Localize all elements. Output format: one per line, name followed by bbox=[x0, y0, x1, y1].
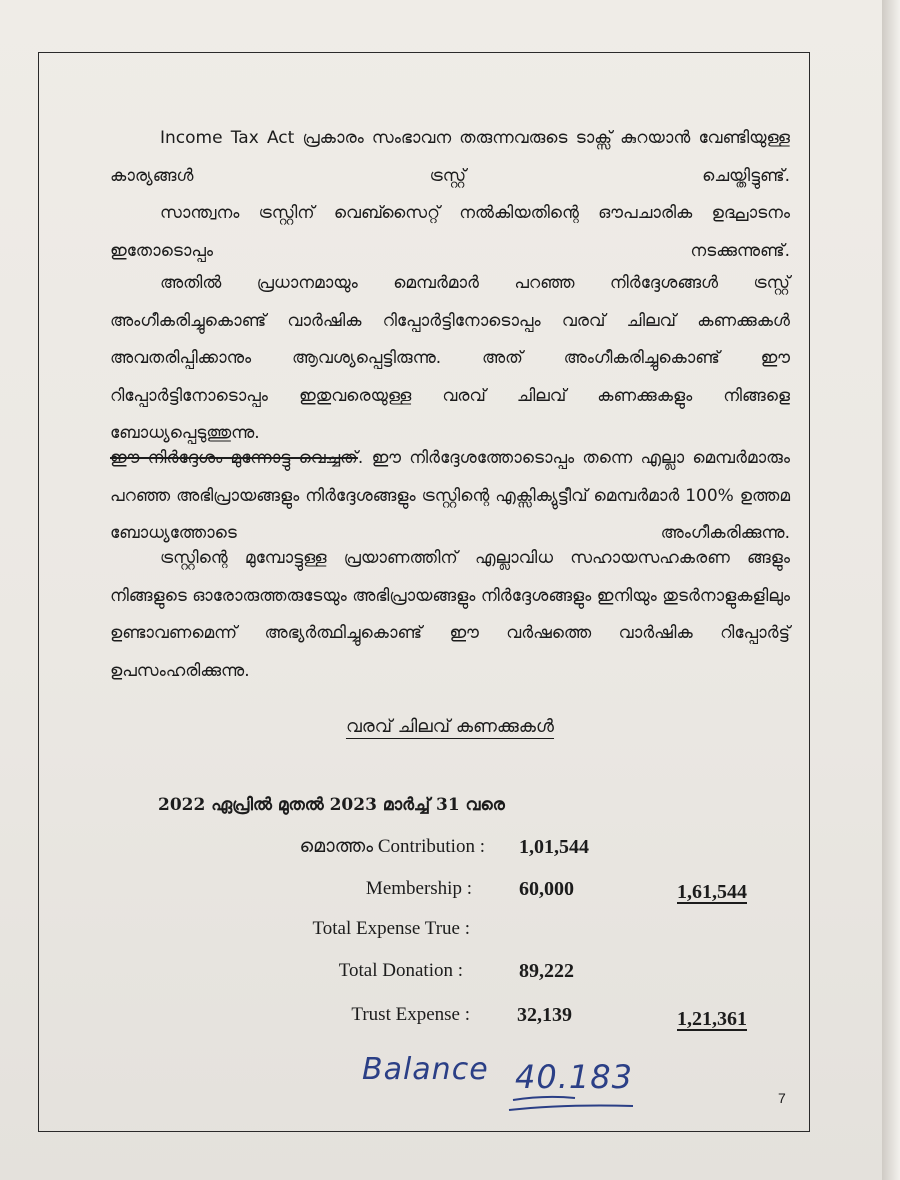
struck-text: ഈ നിർദ്ദേശം മുന്നോട്ടു വെച്ചത് bbox=[110, 448, 358, 468]
accounts-heading: വരവ് ചിലവ് കണക്കുകൾ bbox=[345, 716, 555, 737]
handwritten-underline bbox=[505, 1092, 640, 1117]
paper-edge bbox=[882, 0, 900, 1180]
value-total-donation: 89,222 bbox=[519, 960, 574, 982]
paragraph-suggestions: ഈ നിർദ്ദേശം മുന്നോട്ടു വെച്ചത്. ഈ നിർദ്ദേശത്തോടൊപ്പം തന്നെ എല്ലാ മെമ്പർമാരും പറഞ്ഞ അഭിപ്രായങ്ങളും നിർദ്ദേശങ്ങളും ട്രസ്റ്റിന്റെ എക്സിക്യുട്ടീവ് മെമ്പർമാർ 100% ഉത്തമ ബോധ്യത്തോടെ അംഗീകരിക്കുന്നു. bbox=[110, 448, 790, 543]
paragraph-website: സാന്ത്വനം ട്രസ്റ്റിന് വെബ്സൈറ്റ് നൽകിയതിന്റെ ഔപചാരിക ഉദ്ഘാടനം ഇതോടൊപ്പം നടക്കുന്നുണ്ട്. bbox=[110, 203, 790, 261]
label-contribution: മൊത്തം Contribution : bbox=[299, 836, 485, 857]
accounts-period: 2022 ഏപ്രിൽ മുതൽ 2023 മാർച്ച് 31 വരെ bbox=[158, 795, 505, 815]
value-membership: 60,000 bbox=[519, 878, 574, 900]
label-membership: Membership : bbox=[365, 878, 472, 899]
paragraph-accounts-request: അതിൽ പ്രധാനമായും മെമ്പർമാർ പറഞ്ഞ നിർദ്ദേശങ്ങൾ ട്രസ്റ്റ് അംഗീകരിച്ചുകൊണ്ട് വാർഷിക റിപ്പോർട്ടിനോടൊപ്പം വരവ് ചിലവ് കണക്കുകൾ അവതരിപ്പിക്കാനും ആവശ്യപ്പെട്ടിരുന്നു. അത് അംഗീകരിച്ചുകൊണ്ട് ഈ റിപ്പോർട്ടിനോടൊപ്പം ഇതുവരെയുള്ള വരവ് ചിലവ് കണക്കുകളും നിങ്ങളെ ബോധ്യപ്പെടുത്തുന്നു. bbox=[110, 273, 790, 443]
paragraph-closing: ട്രസ്റ്റിന്റെ മുമ്പോട്ടുള്ള പ്രയാണത്തിന് എല്ലാവിധ സഹായസഹകരണ ങ്ങളും നിങ്ങളുടെ ഓരോരുത്തരുടേയും അഭിപ്രായങ്ങളും നിർദ്ദേശങ്ങളും ഇനിയും തുടർനാളുകളിലും ഉണ്ടാവണമെന്ന് അഭ്യർത്ഥിച്ചുകൊണ്ട് ഈ വർഷത്തെ വാർഷിക റിപ്പോർട്ട് ഉപസംഹരിക്കുന്നു. bbox=[110, 548, 790, 681]
label-total-expense: Total Expense True : bbox=[312, 918, 470, 939]
label-trust-expense: Trust Expense : bbox=[351, 1004, 470, 1025]
total-expense: 1,21,361 bbox=[677, 1008, 747, 1030]
paragraph-tax: Income Tax Act പ്രകാരം സംഭാവന തരുന്നവരുടെ ടാക്സ് കുറയാൻ വേണ്ടിയുള്ള കാര്യങ്ങൾ ട്രസ്റ്റ് ചെയ്തിട്ടുണ്ട്. bbox=[110, 128, 790, 186]
total-income: 1,61,544 bbox=[677, 881, 747, 903]
page-number: 7 bbox=[778, 1090, 786, 1106]
value-contribution: 1,01,544 bbox=[519, 836, 589, 858]
value-trust-expense: 32,139 bbox=[517, 1004, 572, 1026]
handwritten-balance-label: Balance bbox=[362, 1052, 489, 1087]
label-total-donation: Total Donation : bbox=[338, 960, 463, 981]
handwritten-balance-value: 40.183 bbox=[515, 1058, 633, 1096]
